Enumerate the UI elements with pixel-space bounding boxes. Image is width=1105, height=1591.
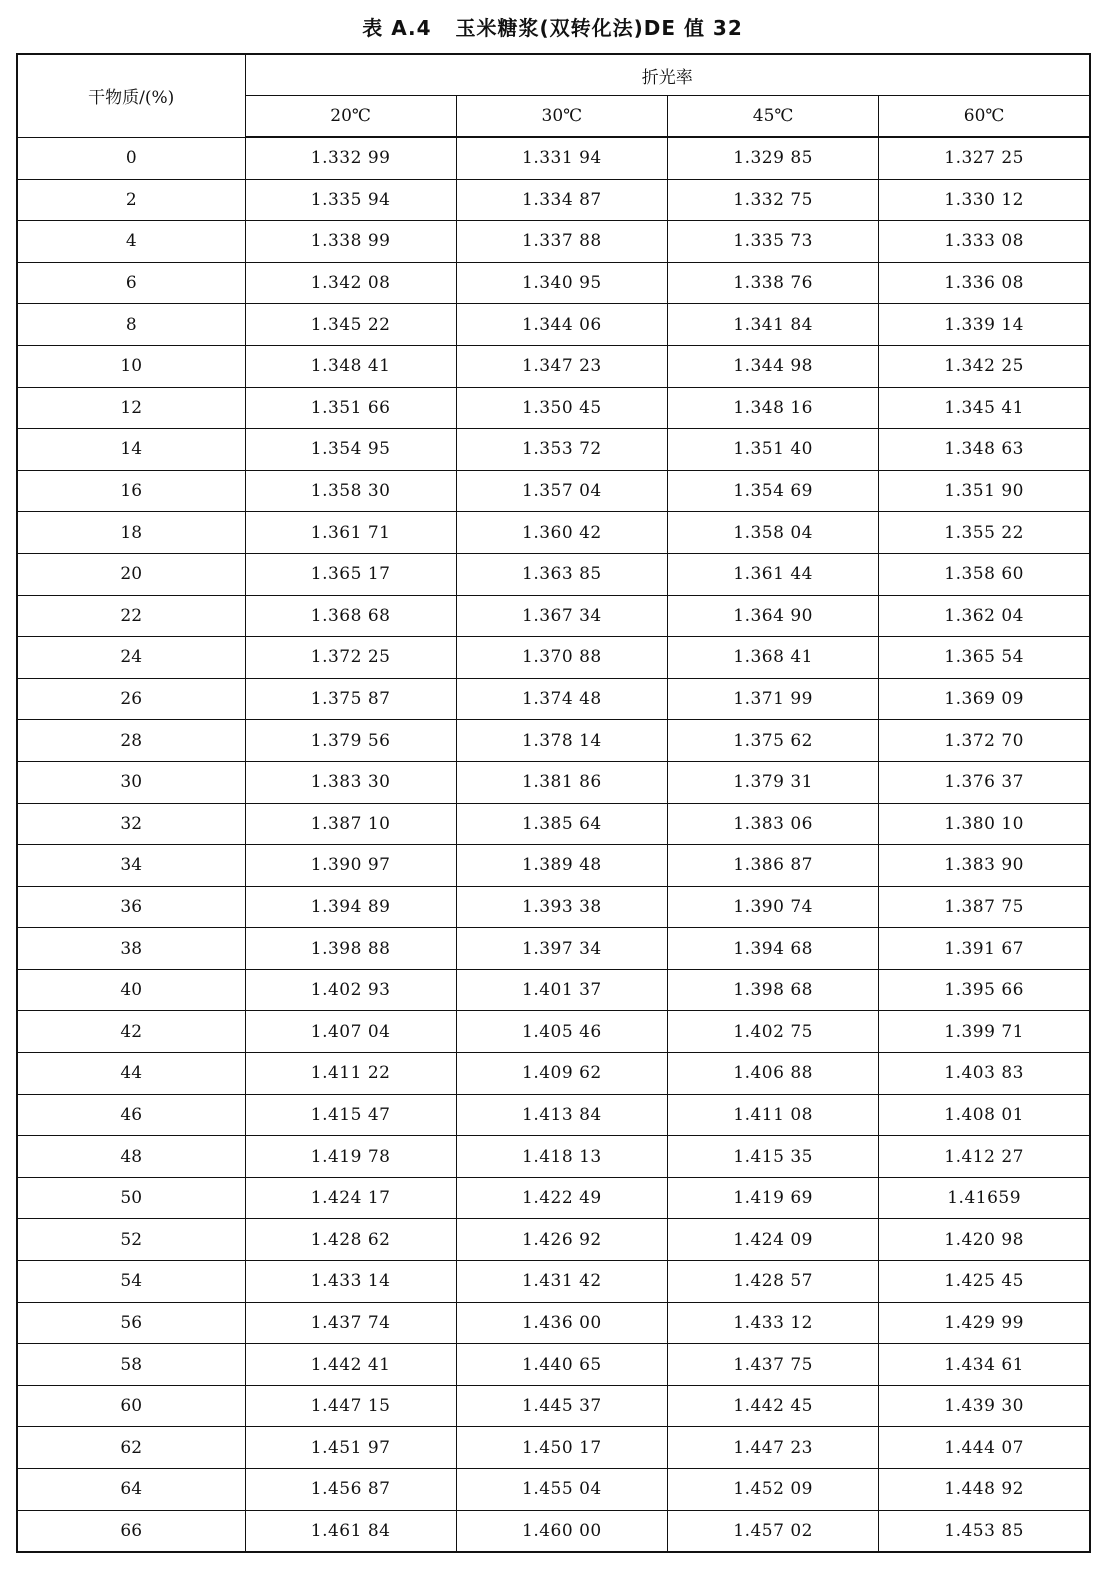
dry-matter-cell: 30 (17, 761, 245, 803)
ri-45c-cell: 1.428 57 (668, 1261, 879, 1303)
ri-45c-cell: 1.332 75 (668, 179, 879, 221)
ri-20c-cell: 1.461 84 (245, 1510, 456, 1552)
table-row (17, 1261, 1090, 1303)
table-row (17, 1136, 1090, 1178)
table-row (17, 345, 1090, 387)
ri-30c-cell: 1.393 38 (456, 886, 667, 928)
table-row (17, 928, 1090, 970)
table-row (17, 1344, 1090, 1386)
dry-matter-cell: 10 (17, 345, 245, 387)
table-row (17, 969, 1090, 1011)
ri-45c-cell: 1.386 87 (668, 845, 879, 887)
ri-30c-cell: 1.357 04 (456, 470, 667, 512)
table-row (17, 886, 1090, 928)
ri-30c-cell: 1.374 48 (456, 678, 667, 720)
ri-60c-cell: 1.362 04 (879, 595, 1090, 637)
ri-45c-cell: 1.344 98 (668, 345, 879, 387)
dry-matter-cell: 18 (17, 512, 245, 554)
ri-20c-cell: 1.390 97 (245, 845, 456, 887)
ri-60c-cell: 1.327 25 (879, 137, 1090, 179)
ri-60c-cell: 1.439 30 (879, 1385, 1090, 1427)
ri-60c-cell: 1.351 90 (879, 470, 1090, 512)
dry-matter-cell: 58 (17, 1344, 245, 1386)
ri-20c-cell: 1.361 71 (245, 512, 456, 554)
ri-60c-cell: 1.369 09 (879, 678, 1090, 720)
ri-20c-cell: 1.398 88 (245, 928, 456, 970)
ri-20c-cell: 1.372 25 (245, 637, 456, 679)
header-refractive-index: 折光率 (245, 54, 1090, 96)
ri-45c-cell: 1.402 75 (668, 1011, 879, 1053)
table-row (17, 221, 1090, 263)
ri-20c-cell: 1.351 66 (245, 387, 456, 429)
ri-30c-cell: 1.344 06 (456, 304, 667, 346)
table-row (17, 761, 1090, 803)
ri-45c-cell: 1.406 88 (668, 1053, 879, 1095)
table-row (17, 304, 1090, 346)
ri-20c-cell: 1.411 22 (245, 1053, 456, 1095)
ri-45c-cell: 1.398 68 (668, 969, 879, 1011)
table-row (17, 1053, 1090, 1095)
ri-30c-cell: 1.440 65 (456, 1344, 667, 1386)
ri-20c-cell: 1.354 95 (245, 429, 456, 471)
dry-matter-cell: 36 (17, 886, 245, 928)
dry-matter-cell: 14 (17, 429, 245, 471)
dry-matter-cell: 20 (17, 553, 245, 595)
ri-20c-cell: 1.394 89 (245, 886, 456, 928)
table-row (17, 1219, 1090, 1261)
ri-20c-cell: 1.451 97 (245, 1427, 456, 1469)
ri-60c-cell: 1.399 71 (879, 1011, 1090, 1053)
ri-60c-cell: 1.383 90 (879, 845, 1090, 887)
dry-matter-cell: 62 (17, 1427, 245, 1469)
dry-matter-cell: 48 (17, 1136, 245, 1178)
ri-45c-cell: 1.457 02 (668, 1510, 879, 1552)
ri-20c-cell: 1.342 08 (245, 262, 456, 304)
ri-60c-cell: 1.387 75 (879, 886, 1090, 928)
dry-matter-cell: 34 (17, 845, 245, 887)
header-temp-45: 45℃ (668, 96, 879, 138)
ri-45c-cell: 1.354 69 (668, 470, 879, 512)
ri-20c-cell: 1.387 10 (245, 803, 456, 845)
table-row (17, 429, 1090, 471)
ri-45c-cell: 1.371 99 (668, 678, 879, 720)
ri-20c-cell: 1.368 68 (245, 595, 456, 637)
table-row (17, 1094, 1090, 1136)
dry-matter-cell: 56 (17, 1302, 245, 1344)
ri-30c-cell: 1.381 86 (456, 761, 667, 803)
ri-60c-cell: 1.403 83 (879, 1053, 1090, 1095)
ri-45c-cell: 1.341 84 (668, 304, 879, 346)
ri-30c-cell: 1.431 42 (456, 1261, 667, 1303)
ri-20c-cell: 1.338 99 (245, 221, 456, 263)
table-row (17, 1011, 1090, 1053)
ri-45c-cell: 1.394 68 (668, 928, 879, 970)
ri-30c-cell: 1.450 17 (456, 1427, 667, 1469)
table-row (17, 1510, 1090, 1552)
ri-60c-cell: 1.395 66 (879, 969, 1090, 1011)
ri-30c-cell: 1.455 04 (456, 1469, 667, 1511)
ri-20c-cell: 1.348 41 (245, 345, 456, 387)
ri-20c-cell: 1.415 47 (245, 1094, 456, 1136)
header-temp-60: 60℃ (879, 96, 1090, 138)
table-row (17, 720, 1090, 762)
ri-30c-cell: 1.350 45 (456, 387, 667, 429)
ri-60c-cell: 1.342 25 (879, 345, 1090, 387)
dry-matter-cell: 22 (17, 595, 245, 637)
dry-matter-cell: 4 (17, 221, 245, 263)
ri-30c-cell: 1.367 34 (456, 595, 667, 637)
table-row (17, 1427, 1090, 1469)
table-row (17, 595, 1090, 637)
ri-30c-cell: 1.340 95 (456, 262, 667, 304)
ri-20c-cell: 1.335 94 (245, 179, 456, 221)
ri-45c-cell: 1.348 16 (668, 387, 879, 429)
table-row (17, 512, 1090, 554)
dry-matter-cell: 6 (17, 262, 245, 304)
ri-45c-cell: 1.437 75 (668, 1344, 879, 1386)
table-row (17, 470, 1090, 512)
ri-60c-cell: 1.448 92 (879, 1469, 1090, 1511)
ri-30c-cell: 1.460 00 (456, 1510, 667, 1552)
ri-60c-cell: 1.376 37 (879, 761, 1090, 803)
ri-20c-cell: 1.419 78 (245, 1136, 456, 1178)
table-title: 表 A.4 玉米糖浆(双转化法)DE 值 32 (362, 16, 743, 40)
ri-45c-cell: 1.338 76 (668, 262, 879, 304)
ri-30c-cell: 1.389 48 (456, 845, 667, 887)
ri-30c-cell: 1.401 37 (456, 969, 667, 1011)
ri-30c-cell: 1.385 64 (456, 803, 667, 845)
ri-20c-cell: 1.379 56 (245, 720, 456, 762)
dry-matter-cell: 54 (17, 1261, 245, 1303)
ri-60c-cell: 1.391 67 (879, 928, 1090, 970)
ri-30c-cell: 1.334 87 (456, 179, 667, 221)
ri-45c-cell: 1.433 12 (668, 1302, 879, 1344)
ri-20c-cell: 1.407 04 (245, 1011, 456, 1053)
ri-45c-cell: 1.424 09 (668, 1219, 879, 1261)
ri-45c-cell: 1.452 09 (668, 1469, 879, 1511)
ri-20c-cell: 1.383 30 (245, 761, 456, 803)
table-row (17, 262, 1090, 304)
table-row (17, 137, 1090, 179)
dry-matter-cell: 16 (17, 470, 245, 512)
ri-60c-cell: 1.41659 (879, 1177, 1090, 1219)
ri-45c-cell: 1.411 08 (668, 1094, 879, 1136)
dry-matter-cell: 60 (17, 1385, 245, 1427)
dry-matter-cell: 50 (17, 1177, 245, 1219)
ri-45c-cell: 1.358 04 (668, 512, 879, 554)
ri-60c-cell: 1.348 63 (879, 429, 1090, 471)
ri-60c-cell: 1.365 54 (879, 637, 1090, 679)
dry-matter-cell: 38 (17, 928, 245, 970)
ri-60c-cell: 1.425 45 (879, 1261, 1090, 1303)
ri-45c-cell: 1.351 40 (668, 429, 879, 471)
ri-60c-cell: 1.453 85 (879, 1510, 1090, 1552)
ri-45c-cell: 1.375 62 (668, 720, 879, 762)
ri-45c-cell: 1.383 06 (668, 803, 879, 845)
ri-30c-cell: 1.409 62 (456, 1053, 667, 1095)
ri-20c-cell: 1.332 99 (245, 137, 456, 179)
table-row (17, 803, 1090, 845)
ri-60c-cell: 1.336 08 (879, 262, 1090, 304)
ri-30c-cell: 1.353 72 (456, 429, 667, 471)
ri-60c-cell: 1.429 99 (879, 1302, 1090, 1344)
ri-60c-cell: 1.420 98 (879, 1219, 1090, 1261)
ri-20c-cell: 1.402 93 (245, 969, 456, 1011)
dry-matter-cell: 46 (17, 1094, 245, 1136)
ri-20c-cell: 1.365 17 (245, 553, 456, 595)
ri-60c-cell: 1.434 61 (879, 1344, 1090, 1386)
ri-45c-cell: 1.361 44 (668, 553, 879, 595)
ri-60c-cell: 1.444 07 (879, 1427, 1090, 1469)
ri-45c-cell: 1.415 35 (668, 1136, 879, 1178)
table-row (17, 553, 1090, 595)
dry-matter-cell: 32 (17, 803, 245, 845)
ri-30c-cell: 1.405 46 (456, 1011, 667, 1053)
ri-20c-cell: 1.375 87 (245, 678, 456, 720)
ri-60c-cell: 1.358 60 (879, 553, 1090, 595)
table-row (17, 845, 1090, 887)
ri-45c-cell: 1.364 90 (668, 595, 879, 637)
ri-30c-cell: 1.370 88 (456, 637, 667, 679)
ri-60c-cell: 1.355 22 (879, 512, 1090, 554)
ri-30c-cell: 1.360 42 (456, 512, 667, 554)
ri-45c-cell: 1.419 69 (668, 1177, 879, 1219)
ri-30c-cell: 1.378 14 (456, 720, 667, 762)
ri-30c-cell: 1.347 23 (456, 345, 667, 387)
dry-matter-cell: 44 (17, 1053, 245, 1095)
ri-30c-cell: 1.445 37 (456, 1385, 667, 1427)
ri-20c-cell: 1.437 74 (245, 1302, 456, 1344)
ri-60c-cell: 1.408 01 (879, 1094, 1090, 1136)
dry-matter-cell: 24 (17, 637, 245, 679)
ri-30c-cell: 1.397 34 (456, 928, 667, 970)
ri-30c-cell: 1.436 00 (456, 1302, 667, 1344)
dry-matter-cell: 42 (17, 1011, 245, 1053)
ri-20c-cell: 1.433 14 (245, 1261, 456, 1303)
table-row (17, 1469, 1090, 1511)
dry-matter-cell: 8 (17, 304, 245, 346)
header-dry-matter: 干物质/(%) (17, 54, 245, 137)
table-row (17, 637, 1090, 679)
ri-20c-cell: 1.428 62 (245, 1219, 456, 1261)
ri-60c-cell: 1.339 14 (879, 304, 1090, 346)
table-row (17, 1177, 1090, 1219)
dry-matter-cell: 2 (17, 179, 245, 221)
table-row (17, 179, 1090, 221)
ri-45c-cell: 1.368 41 (668, 637, 879, 679)
header-temp-30: 30℃ (456, 96, 667, 138)
dry-matter-cell: 26 (17, 678, 245, 720)
ri-30c-cell: 1.337 88 (456, 221, 667, 263)
dry-matter-cell: 0 (17, 137, 245, 179)
table-row (17, 678, 1090, 720)
ri-45c-cell: 1.335 73 (668, 221, 879, 263)
ri-20c-cell: 1.442 41 (245, 1344, 456, 1386)
dry-matter-cell: 40 (17, 969, 245, 1011)
ri-30c-cell: 1.363 85 (456, 553, 667, 595)
ri-60c-cell: 1.330 12 (879, 179, 1090, 221)
ri-30c-cell: 1.418 13 (456, 1136, 667, 1178)
dry-matter-cell: 64 (17, 1469, 245, 1511)
dry-matter-cell: 12 (17, 387, 245, 429)
table-row (17, 387, 1090, 429)
ri-30c-cell: 1.422 49 (456, 1177, 667, 1219)
header-temp-20: 20℃ (245, 96, 456, 138)
dry-matter-cell: 28 (17, 720, 245, 762)
ri-20c-cell: 1.424 17 (245, 1177, 456, 1219)
ri-60c-cell: 1.333 08 (879, 221, 1090, 263)
ri-45c-cell: 1.390 74 (668, 886, 879, 928)
ri-45c-cell: 1.379 31 (668, 761, 879, 803)
ri-45c-cell: 1.442 45 (668, 1385, 879, 1427)
table-row (17, 1385, 1090, 1427)
table-row (17, 1302, 1090, 1344)
dry-matter-cell: 52 (17, 1219, 245, 1261)
ri-30c-cell: 1.331 94 (456, 137, 667, 179)
ri-20c-cell: 1.456 87 (245, 1469, 456, 1511)
ri-60c-cell: 1.412 27 (879, 1136, 1090, 1178)
ri-30c-cell: 1.413 84 (456, 1094, 667, 1136)
ri-20c-cell: 1.358 30 (245, 470, 456, 512)
dry-matter-cell: 66 (17, 1510, 245, 1552)
ri-20c-cell: 1.447 15 (245, 1385, 456, 1427)
ri-60c-cell: 1.345 41 (879, 387, 1090, 429)
ri-60c-cell: 1.380 10 (879, 803, 1090, 845)
ri-30c-cell: 1.426 92 (456, 1219, 667, 1261)
ri-60c-cell: 1.372 70 (879, 720, 1090, 762)
table-body (17, 137, 1090, 1552)
ri-20c-cell: 1.345 22 (245, 304, 456, 346)
ri-45c-cell: 1.447 23 (668, 1427, 879, 1469)
refractive-index-table (16, 53, 1091, 1553)
ri-45c-cell: 1.329 85 (668, 137, 879, 179)
